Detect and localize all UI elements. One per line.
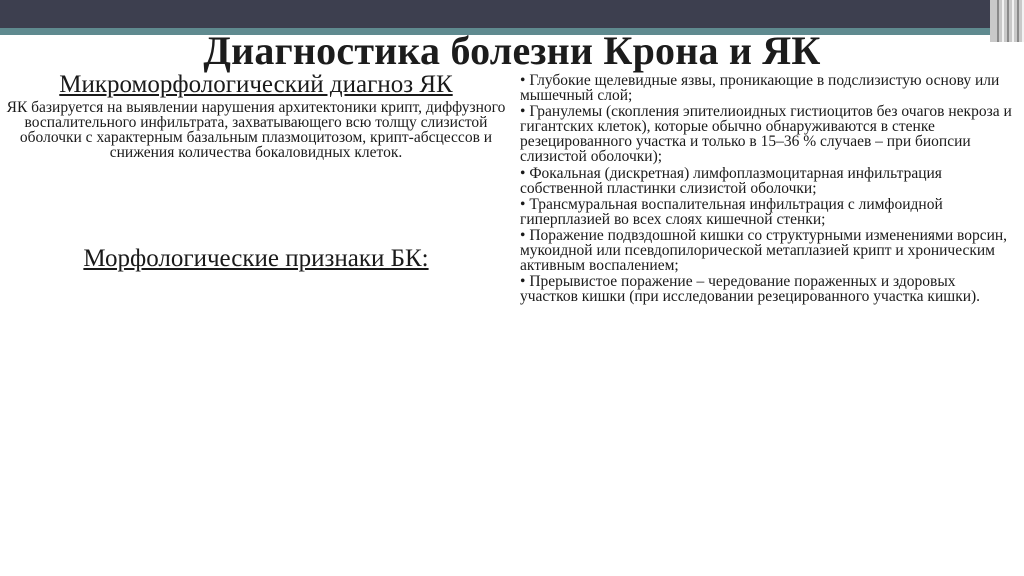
list-item: • Прерывистое поражение – чередование пораженных и здоровых участков кишки (при исследовании резецированного участка кишки). <box>520 274 1016 304</box>
list-item: • Глубокие щелевидные язвы, проникающие в подслизистую основу или мышечный слой; <box>520 73 1016 103</box>
header-bar <box>0 0 1024 28</box>
uc-diagnosis-heading: Микроморфологический диагноз ЯК <box>59 71 453 98</box>
list-item: • Гранулемы (скопления эпителиоидных гистиоцитов без очагов некроза и гигантских клеток), которые обычно обнаруживаются в стенке резецированного участка и только в 15–36 % случаев – при биопсии слизистой оболочки); <box>520 104 1016 164</box>
list-item: • Фокальная (дискретная) лимфоплазмоцитарная инфильтрация собственной пластинки слизистой оболочки; <box>520 166 1016 196</box>
cd-signs-list <box>520 73 1016 305</box>
list-item: • Поражение подвздошной кишки со структурными изменениями ворсин, мукоидной или псевдопилорической метаплазией крипт и хроническим активным воспалением; <box>520 228 1016 273</box>
cd-signs-heading: Морфологические признаки БК: <box>83 245 429 272</box>
list-item: • Трансмуральная воспалительная инфильтрация с лимфоидной гиперплазией во всех слоях кишечной стенки; <box>520 197 1016 227</box>
uc-diagnosis-text: ЯК базируется на выявлении нарушения архитектоники крипт, диффузного воспалительного инфильтрата, захватывающего всю толщу слизистой оболочки с характерным базальным плазмоцитозом, крипт-абсцессов и снижения количества бокаловидных клеток. <box>6 99 506 161</box>
slide-title: Диагностика болезни Крона и ЯК <box>203 28 821 73</box>
